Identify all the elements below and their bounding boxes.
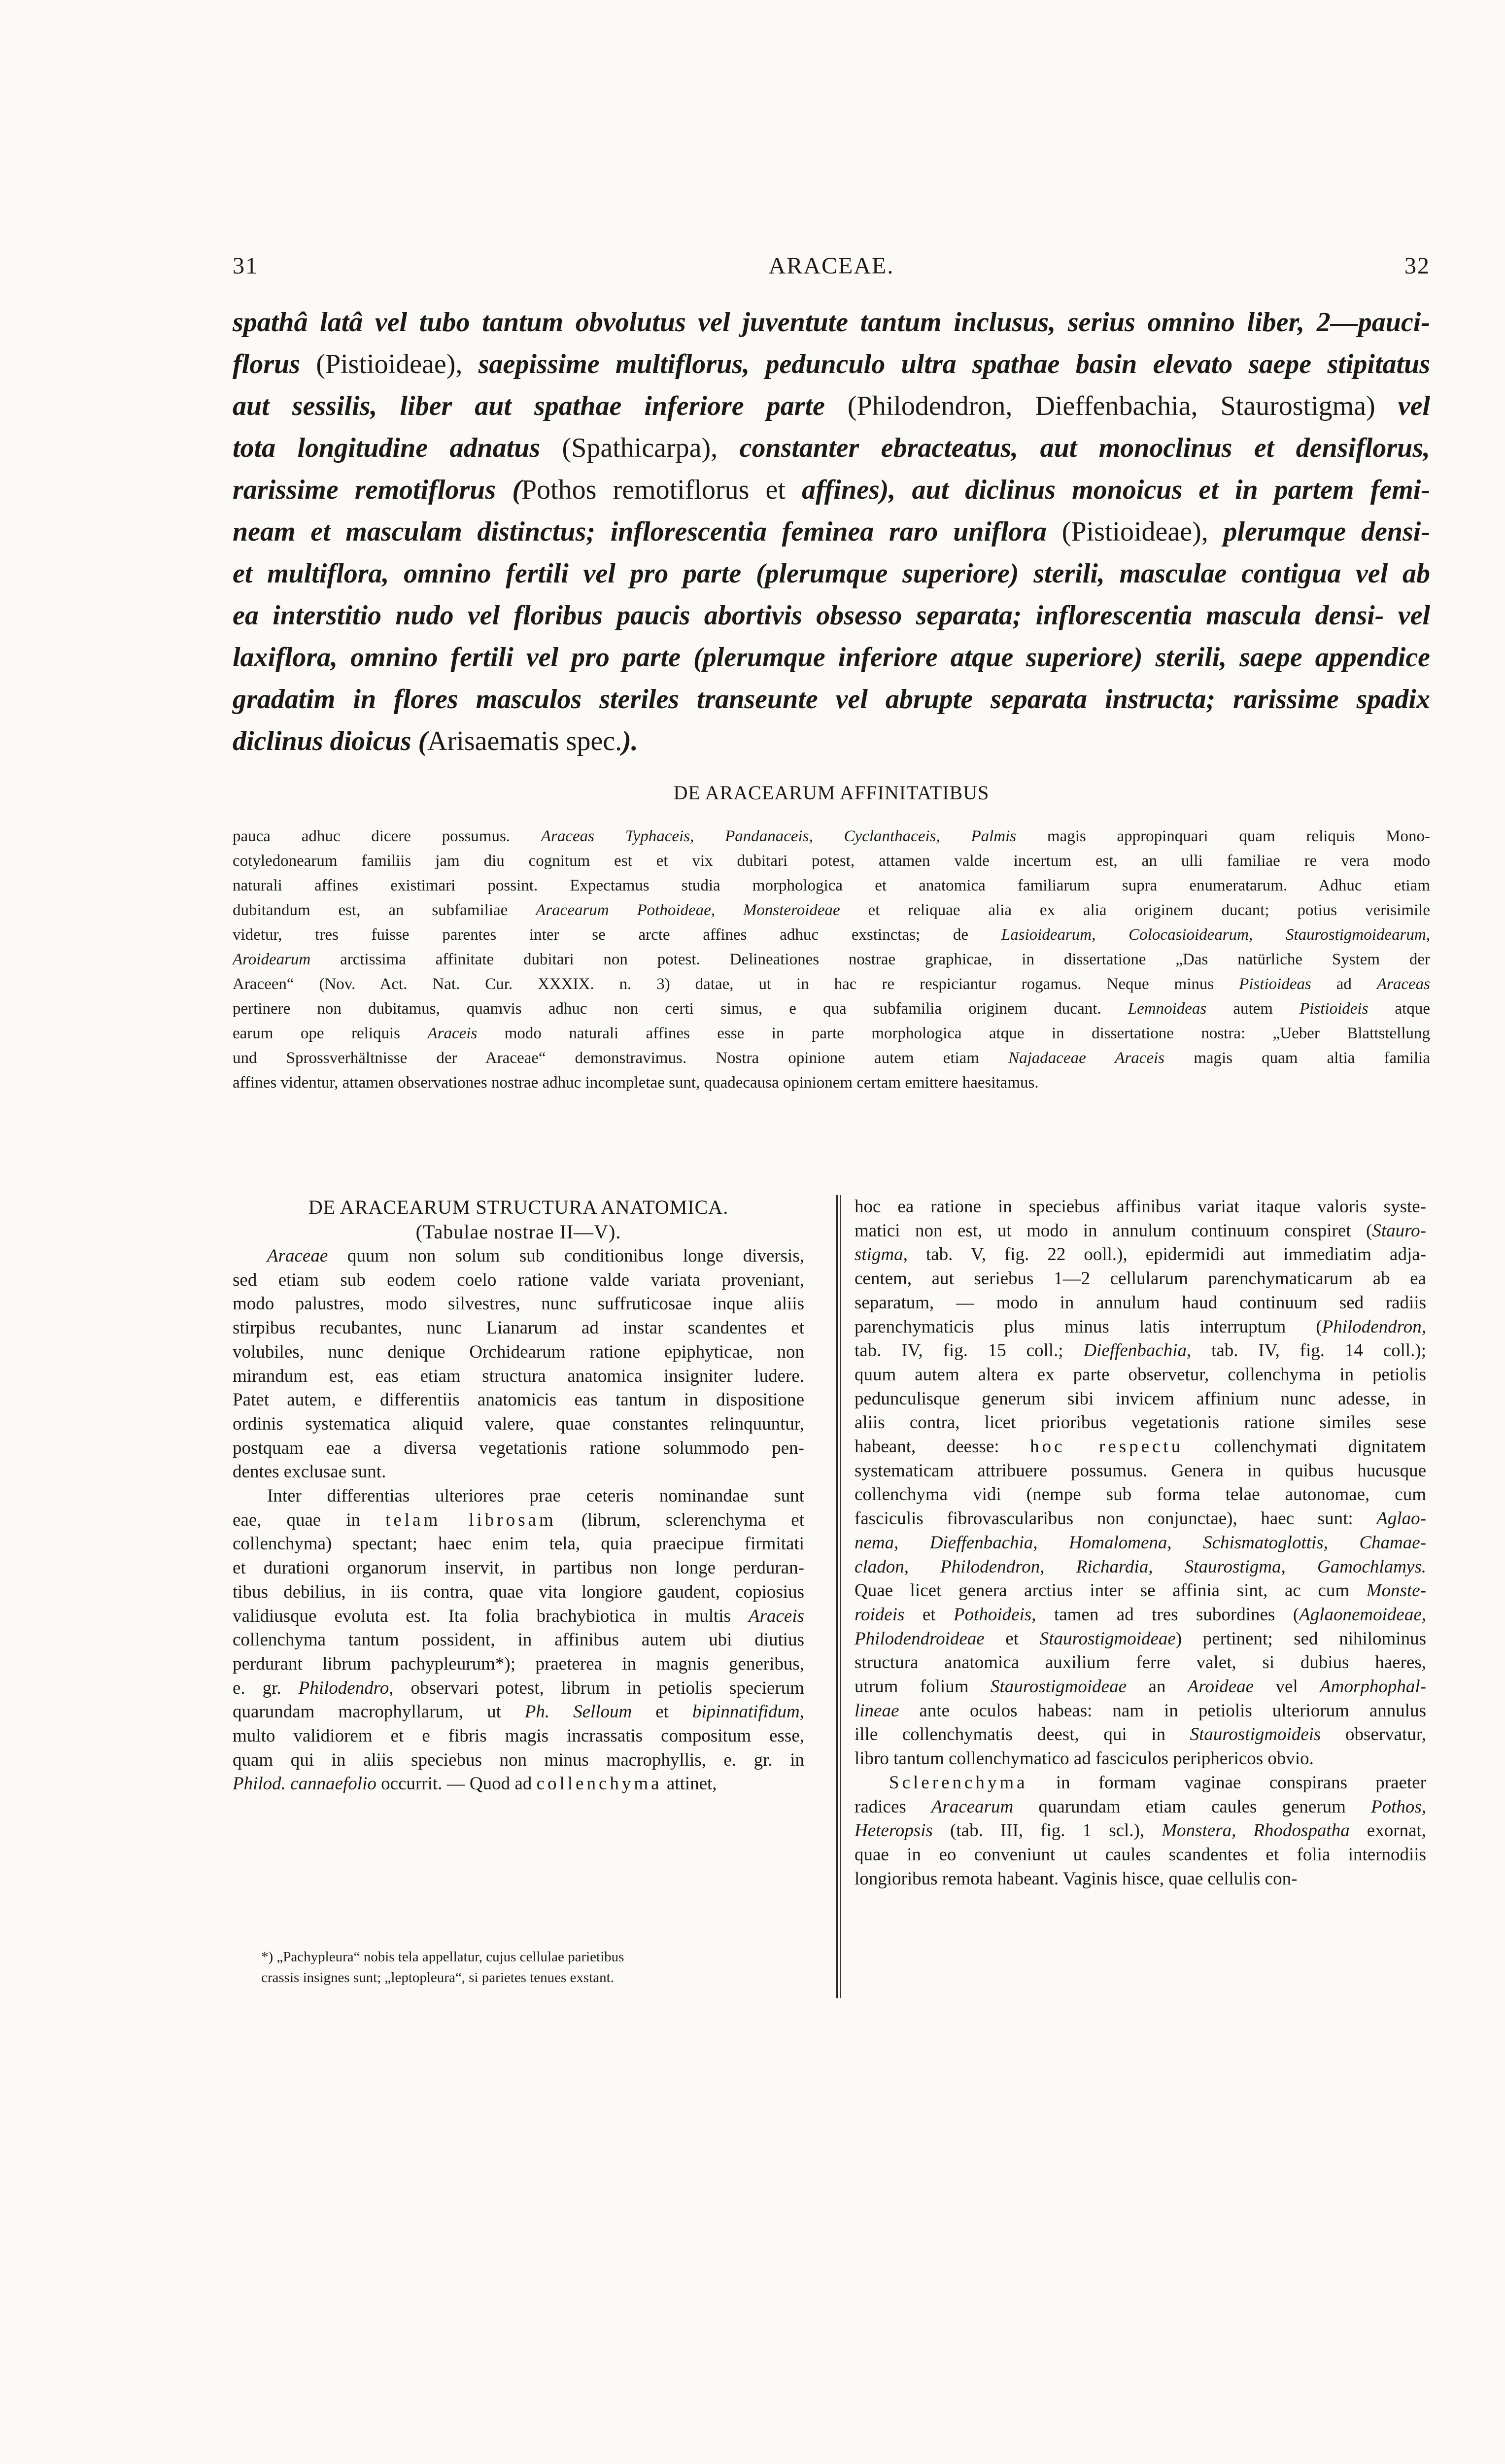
intro-line (233, 427, 1430, 469)
intro-segment: laxiflora, omnino fertili vel pro parte (plerumque inferiore atque superiore) sterili, saepe appendice (233, 642, 1430, 673)
left-column-line: multo validiorem et e fibris magis incrassatis compositum esse, (233, 1726, 804, 1746)
right-column-line: matici non est, ut modo in annulum continuum conspiret (Stauro- (855, 1220, 1426, 1241)
intro-segment: vel (1398, 391, 1431, 421)
left-column-line: eae, quae in telam librosam (librum, sclerenchyma et (233, 1509, 804, 1530)
anatomica-subheading: (Tabulae nostrae II—V). (415, 1221, 621, 1243)
left-column-line: postquam eae a diversa vegetationis ratione solummodo pen- (233, 1437, 804, 1458)
right-column-line: longioribus remota habeant. Vaginis hisce, quae cellulis con- (855, 1868, 1298, 1889)
intro-line (233, 343, 1430, 385)
affinitatibus-line: pertinere non dubitamus, quamvis adhuc non certi simus, e qua subfamilia originem ducant. Lemnoideas autem Pistioideis atque (233, 1000, 1430, 1018)
intro-segment: plerumque densi- (1223, 516, 1430, 547)
left-column-line: tibus debilius, in iis contra, quae vita longiore gaudent, copiosius (233, 1581, 804, 1602)
right-column-line: roideis et Pothoideis, tamen ad tres subordines (Aglaonemoideae, (855, 1604, 1426, 1625)
intro-line (233, 302, 1430, 343)
intro-segment: spathâ latâ vel tubo tantum obvolutus vel juventute tantum inclusus, serius omnino liber, 2—pauci- (233, 307, 1430, 338)
right-column-line: separatum, — modo in annulum haud continuum sed radiis (855, 1292, 1426, 1313)
intro-line (233, 595, 1430, 637)
affinitatibus-line: Aroidearum arctissima affinitate dubitari non potest. Delineationes nostrae graphicae, in dissertatione „Das natürliche System der (233, 951, 1430, 968)
intro-segment: (Philodendron, Dieffenbachia, Staurostigma) (847, 391, 1398, 421)
intro-segment: tota longitudine adnatus (233, 433, 562, 463)
right-column-line: collenchyma vidi (nempe sub forma telae autonomae, cum (855, 1484, 1426, 1505)
right-column-line: ille collenchymatis deest, qui in Staurostigmoideis observatur, (855, 1724, 1426, 1745)
left-column-line: Patet autem, e differentiis anatomicis eas tantum in dispositione (233, 1390, 804, 1410)
affinitatibus-heading: DE ARACEARUM AFFINITATIBUS (673, 782, 990, 804)
intro-line (233, 679, 1430, 720)
affinitatibus-line: Araceen“ (Nov. Act. Nat. Cur. XXXIX. n. 3) datae, ut in hac re respiciantur rogamus. Neque minus Pistioideas ad Araceas (233, 975, 1430, 993)
column-rule-thick (836, 1195, 838, 1998)
footnote-line: *) „Pachypleura“ nobis tela appellatur, cujus cellulae parietibus (261, 1949, 624, 1965)
intro-line (233, 385, 1430, 427)
intro-segment: (Pistioideae), (316, 349, 479, 379)
affinitatibus-line: naturali affines existimari possint. Expectamus studia morphologica et anatomica familiarum supra enumeratarum. Adhuc etiam (233, 877, 1430, 894)
left-column-line: e. gr. Philodendro, observari potest, librum in petiolis specierum (233, 1677, 805, 1698)
intro-segment: affines), aut diclinus monoicus et in partem femi- (802, 475, 1430, 505)
intro-segment: et multiflora, omnino fertili vel pro parte (plerumque superiore) sterili, masculae contigua vel ab (233, 558, 1430, 589)
intro-segment: (Spathicarpa), (562, 433, 740, 463)
right-column-line: utrum folium Staurostigmoideae an Aroideae vel Amorphophal- (855, 1677, 1426, 1697)
right-column-line: stigma, tab. V, fig. 22 ooll.), epidermidi aut immediatim adja- (855, 1244, 1426, 1265)
intro-segment: Pothos remotiflorus et (521, 475, 802, 505)
left-column-line: perdurant librum pachypleurum*); praeterea in magnis generibus, (233, 1653, 804, 1674)
affinitatibus-line: und Sprossverhältnisse der Araceae“ demonstravimus. Nostra opinione autem etiam Najadaceae Araceis magis quam altia familia (233, 1049, 1430, 1067)
right-column-line: Heteropsis (tab. III, fig. 1 scl.), Monstera, Rhodospatha exornat, (855, 1820, 1427, 1841)
right-column-text (855, 1195, 1426, 1891)
left-column-line: stirpibus recubantes, nunc Lianarum ad instar scandentes et (233, 1318, 804, 1338)
intro-segment: diclinus dioicus ( (233, 726, 428, 756)
intro-line (233, 720, 1430, 762)
left-column-line: ordinis systematica aliquid valere, quae constantes relinquuntur, (233, 1413, 804, 1434)
right-column-line: centem, aut seriebus 1—2 cellularum parenchymaticarum ab ea (855, 1268, 1426, 1289)
left-column-line: volubiles, nunc denique Orchidearum ratione epiphyticae, non (233, 1341, 804, 1362)
left-column-line: et durationi organorum inservit, in partibus non longe perduran- (233, 1558, 804, 1578)
intro-line (233, 469, 1430, 511)
right-column-line: habeant, deesse: hoc respectu collenchymati dignitatem (855, 1437, 1426, 1457)
intro-segment: rarissime remotiflorus ( (233, 475, 521, 505)
right-column-line: tab. IV, fig. 15 coll.; Dieffenbachia, tab. IV, fig. 14 coll.); (855, 1340, 1426, 1361)
footnote (261, 1947, 803, 1988)
intro-line (233, 553, 1430, 595)
right-column-line: quae in eo conveniunt ut caules scandentes et folia internodiis (855, 1844, 1426, 1865)
intro-line (233, 637, 1430, 679)
right-column-line: parenchymaticis plus minus latis interruptum (Philodendron, (855, 1316, 1426, 1337)
left-column-line: quam qui in aliis speciebus non minus macrophyllis, e. gr. in (233, 1749, 804, 1770)
right-column-line: radices Aracearum quarundam etiam caules generum Pothos, (855, 1796, 1426, 1817)
right-column-line: Philodendroideae et Staurostigmoideae) pertinent; sed nihilominus (855, 1628, 1427, 1649)
intro-paragraph (233, 302, 1430, 762)
right-column-line: fasciculis fibrovascularibus non conjunctae), haec sunt: Aglao- (855, 1508, 1426, 1529)
intro-segment: aut sessilis, liber aut spathae inferiore parte (233, 391, 848, 421)
affinitatibus-line: pauca adhuc dicere possumus. Araceas Typhaceis, Pandanaceis, Cyclanthaceis, Palmis magis appropinquari quam reliquis Mono- (233, 827, 1430, 845)
right-column-line: pedunculisque generum sibi invicem affinium nunc adesse, in (855, 1388, 1426, 1409)
left-column-line: dentes exclusae sunt. (233, 1462, 386, 1482)
affinitatibus-paragraph (233, 824, 1430, 1095)
running-head (233, 252, 1430, 287)
right-column-line: lineae ante oculos habeas: nam in petiolis ulteriorum annulus (855, 1700, 1426, 1721)
left-column-line: modo palustres, modo silvestres, nunc suffruticosae inque aliis (233, 1294, 804, 1314)
intro-segment: Arisaematis spec. (427, 726, 622, 756)
page-number-left: 31 (233, 253, 258, 279)
intro-segment: (Pistioideae), (1061, 516, 1224, 547)
intro-segment: neam et masculam distinctus; inflorescentia feminea raro uniflora (233, 516, 1062, 547)
left-column-line: mirandum est, eas etiam structura anatomica insigniter ludere. (233, 1366, 804, 1386)
intro-line (233, 511, 1430, 553)
intro-segment: ea interstitio nudo vel floribus paucis abortivis obsesso separata; inflorescentia mascula densi- vel (233, 600, 1430, 631)
affinitatibus-line: videtur, tres fuisse parentes inter se arcte affines adhuc exstinctas; de Lasioidearum, Colocasioidearum, Staurostigmoidearum, (233, 926, 1431, 944)
intro-segment: ). (622, 726, 638, 756)
footnote-line: crassis insignes sunt; „leptopleura“, si parietes tenues exstant. (261, 1970, 614, 1985)
left-column-line: sed etiam sub eodem coelo ratione valde variata proveniant, (233, 1269, 804, 1290)
column-rule-thin (840, 1195, 841, 1998)
left-column-line: Araceae quum non solum sub conditionibus longe diversis, (267, 1246, 804, 1266)
affinitatibus-line: dubitandum est, an subfamiliae Aracearum Pothoideae, Monsteroideae et reliquae alia ex alia originem ducant; potius verisimile (233, 901, 1430, 919)
intro-segment: saepissime multiflorus, pedunculo ultra spathae basin elevato saepe stipitatus (478, 349, 1431, 379)
affinitatibus-line: cotyledonearum familiis jam diu cognitum est et vix dubitari potest, attamen valde incertum est, an ulli familiae re vera modo (233, 852, 1430, 870)
right-column-line: hoc ea ratione in speciebus affinibus variat itaque valoris syste- (855, 1197, 1426, 1217)
left-column-line: validiusque evoluta est. Ita folia brachybiotica in multis Araceis (233, 1606, 804, 1626)
affinitatibus-line: affines videntur, attamen observationes nostrae adhuc incompletae sunt, quadecausa opinionem certam emittere haesitamus. (233, 1074, 1039, 1092)
page-number-right: 32 (1404, 253, 1430, 279)
left-column-line: collenchyma tantum possident, in affinibus autem ubi diutius (233, 1630, 804, 1650)
right-column-line: systematicam attribuere possumus. Genera in quibus hucusque (855, 1460, 1426, 1481)
right-column-line: libro tantum collenchymatico ad fasciculos periphericos obvio. (855, 1748, 1314, 1769)
left-column-line: quarundam macrophyllarum, ut Ph. Selloum et bipinnatifidum, (233, 1702, 804, 1722)
right-column-line: Quae licet genera arctius inter se affinia sint, ac cum Monste- (855, 1580, 1426, 1601)
left-column-line: collenchyma) spectant; haec enim tela, quia praecipue firmitati (233, 1534, 804, 1554)
right-column-line: nema, Dieffenbachia, Homalomena, Schismatoglottis, Chamae- (855, 1532, 1426, 1553)
intro-segment: florus (233, 349, 316, 379)
right-column-line: cladon, Philodendron, Richardia, Staurostigma, Gamochlamys. (855, 1556, 1426, 1577)
left-column-text (233, 1244, 804, 1796)
right-column-line: quum autem altera ex parte observetur, collenchyma in petiolis (855, 1364, 1426, 1385)
intro-segment: gradatim in flores masculos steriles transeunte vel abrupte separata instructa; rarissime spadix (233, 684, 1430, 715)
left-column (233, 1195, 804, 1796)
intro-segment: constanter ebracteatus, aut monoclinus et densiflorus, (739, 433, 1430, 463)
running-title: ARACEAE. (768, 253, 894, 279)
affinitatibus-line: earum ope reliquis Araceis modo naturali affines esse in parte morphologica atque in dissertatione nostra: „Ueber Blattstellung (233, 1025, 1430, 1042)
left-column-line: Inter differentias ulteriores prae ceteris nominandae sunt (267, 1486, 804, 1506)
right-column-line: structura anatomica auxilium ferre valet, si dubius haeres, (855, 1652, 1426, 1673)
left-column-line: Philod. cannaefolio occurrit. — Quod ad collenchyma attinet, (233, 1774, 717, 1794)
right-column-line: aliis contra, licet prioribus vegetationis ratione similes sese (855, 1412, 1426, 1433)
right-column-line: Sclerenchyma in formam vaginae conspirans praeter (889, 1772, 1426, 1793)
anatomica-heading: DE ARACEARUM STRUCTURA ANATOMICA. (308, 1196, 729, 1218)
